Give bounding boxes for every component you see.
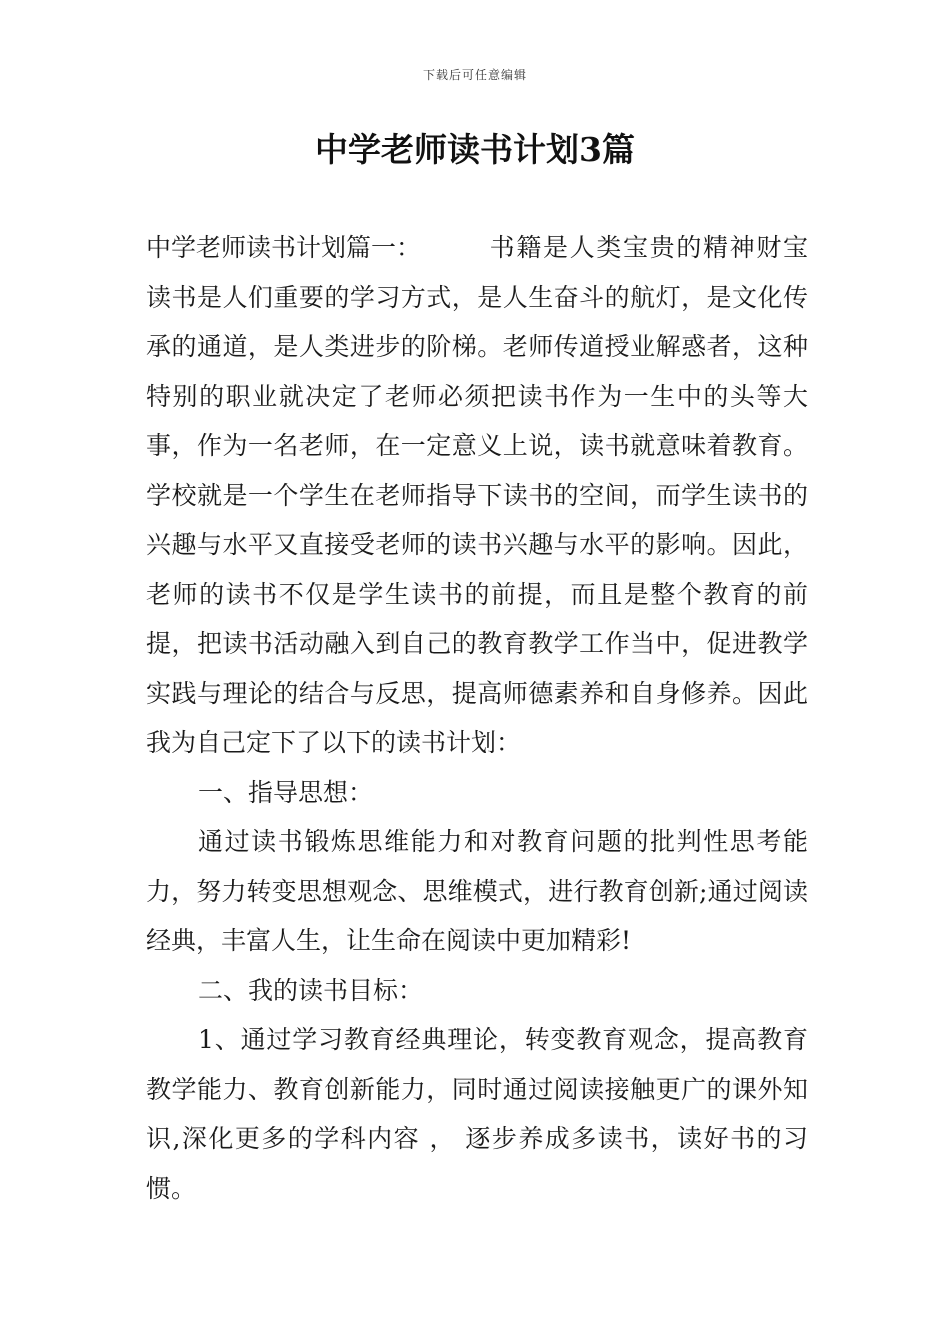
guiding-heading: 一、指导思想：	[198, 777, 374, 807]
intro-label: 中学老师读书计划篇一：	[146, 233, 422, 262]
goal-1-paragraph: 1、通过学习教育经典理论，转变教育观念，提高教育教学能力、教育创新能力，同时通过阅读接触更广的课外知识,深化更多的学科内容 ， 逐步养成多读书，读好书的习惯。	[146, 1025, 808, 1203]
document-title: 中学老师读书计划3篇	[315, 130, 635, 169]
guiding-paragraph: 通过读书锻炼思维能力和对教育问题的批判性思考能力，努力转变思想观念、思维模式，进行教育创新;通过阅读经典，丰富人生，让生命在阅读中更加精彩!	[146, 827, 808, 955]
intro-text: 书籍是人类宝贵的精神财宝读书是人们重要的学习方式，是人生奋斗的航灯，是文化传承的通道，是人类进步的阶梯。老师传道授业解惑者，这种特别的职业就决定了老师必须把读书作为一生中的头等大事，作为一名老师，在一定意义上说，读书就意味着教育。学校就是一个学生在老师指导下读书的空间，而学生读书的兴趣与水平又直接受老师的读书兴趣与水平的影响。因此，老师的读书不仅是学生读书的前提，而且是整个教育的前提，把读书活动融入到自己的教育教学工作当中，促进教学实践与理论的结合与反思，提高师德素养和自身修养。因此我为自己定下了以下的读书计划：	[146, 233, 808, 757]
header-note: 下载后可任意编辑	[422, 68, 527, 82]
intro-paragraph	[146, 223, 808, 768]
document-body	[146, 223, 808, 1213]
goals-heading: 二、我的读书目标：	[198, 975, 424, 1005]
